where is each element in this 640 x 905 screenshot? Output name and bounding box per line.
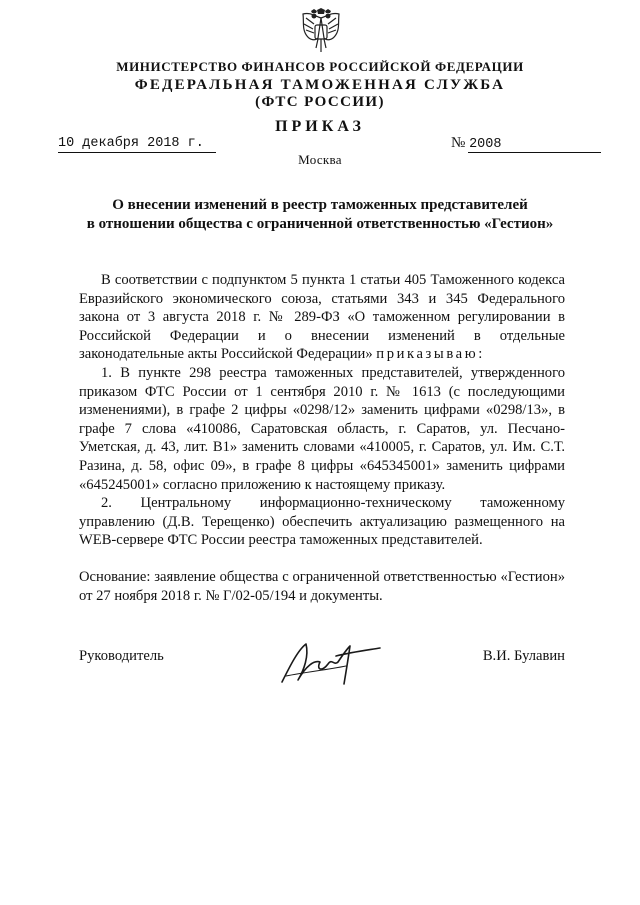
coat-of-arms-icon — [298, 8, 344, 58]
service-name: ФЕДЕРАЛЬНАЯ ТАМОЖЕННАЯ СЛУЖБА — [134, 77, 506, 93]
order-date: 10 декабря 2018 г. — [58, 136, 216, 153]
item-1-paragraph: 1. В пункте 298 реестра таможенных представителей, утвержденного приказом ФТС России от 1 сентября 2010 г. № 1613 (с последующими изменениями), в графе 2 цифры «0298/12» заменить цифрами «0298/13», в графе 7 слова «410086, Саратовская область, г. Саратов, ул. Песчано-Уметская, д. 43, лит. В1» заменить словами «410005, г. Саратов, ул. Им. С.Т. Разина, д. 58, офис 09», в графе 8 цифры «645345001» заменить цифрами «645245001» согласно приложению к настоящему приказу. — [79, 364, 565, 493]
signer-role: Руководитель — [79, 648, 164, 664]
subject-line-2: в отношении общества с ограниченной ответственностью «Гестион» — [86, 216, 554, 232]
preamble-text: В соответствии с подпунктом 5 пункта 1 статьи 405 Таможенного кодекса Евразийского экономического союза, статьями 343 и 345 Федерального закона от 3 августа 2018 г. № 289-ФЗ «О таможенном регулировании в Российской Федерации и о внесении изменений в отдельные законодательные акты Российской Федерации» — [79, 272, 565, 363]
handwritten-signature-icon — [276, 636, 386, 692]
preamble-paragraph — [79, 271, 565, 364]
basis-paragraph: Основание: заявление общества с ограниченной ответственностью «Гестион» от 27 ноября 2018 г. № Г/02-05/194 и документы. — [79, 568, 565, 604]
order-number-field — [451, 135, 601, 153]
order-body — [79, 271, 565, 605]
number-sign: № — [451, 135, 466, 151]
ministry-name: МИНИСТЕРСТВО ФИНАНСОВ РОССИЙСКОЙ ФЕДЕРАЦИИ — [116, 59, 524, 74]
document-type-title: ПРИКАЗ — [275, 118, 365, 135]
signer-name: В.И. Булавин — [482, 648, 565, 664]
order-word: приказываю: — [376, 346, 485, 363]
service-abbreviation: (ФТС РОССИИ) — [255, 94, 385, 110]
subject-line-1: О внесении изменений в реестр таможенных представителей — [112, 197, 528, 213]
issue-city: Москва — [298, 152, 342, 167]
item-2-paragraph: 2. Центральному информационно-техническому таможенному управлению (Д.В. Терещенко) обеспечить актуализацию размещенного на WEB-сервере ФТС России реестра таможенных представителей. — [79, 495, 565, 549]
order-subject — [80, 196, 560, 234]
order-number: 2008 — [469, 137, 502, 152]
